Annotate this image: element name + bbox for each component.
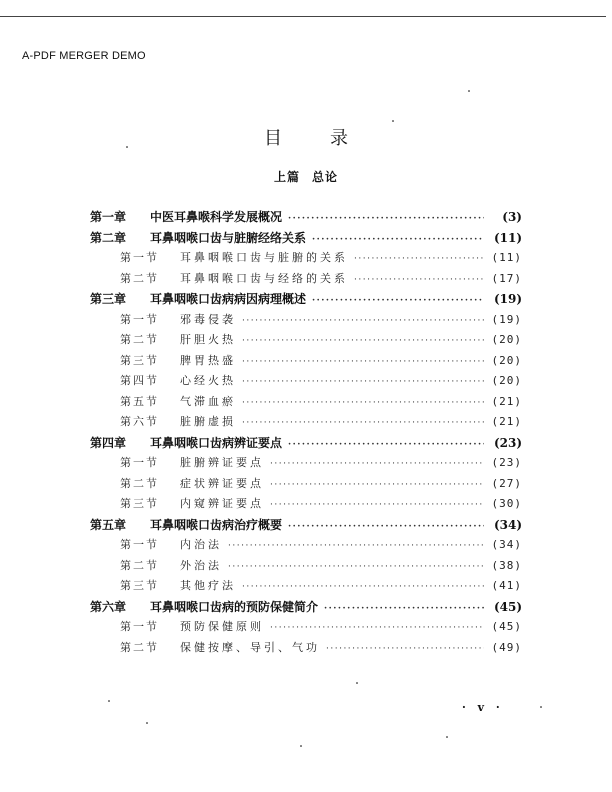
table-of-contents [90, 208, 522, 659]
toc-section-row [90, 270, 522, 291]
toc-chapter-row [90, 290, 522, 311]
dot-leader [228, 541, 484, 551]
dot-leader [354, 254, 484, 264]
page-title: 目录 [264, 128, 396, 149]
toc-section-row [90, 372, 522, 393]
page-number: (34) [493, 517, 522, 532]
chapter-title: 耳鼻咽喉口齿病的预防保健简介 [150, 599, 319, 614]
toc-chapter-row [90, 598, 522, 619]
section-number: 第二节 [120, 558, 159, 572]
page-number: (30) [491, 497, 522, 510]
section-number: 第五节 [120, 394, 159, 408]
watermark-text: A-PDF MERGER DEMO [22, 50, 146, 62]
page-number: (27) [491, 476, 522, 490]
section-number: 第四节 [120, 374, 159, 387]
page-number: (34) [491, 538, 522, 551]
section-number: 第二节 [120, 476, 159, 490]
toc-section-row [90, 311, 522, 332]
page-number: (21) [491, 415, 522, 428]
dot-leader [270, 459, 484, 469]
page-number: (17) [491, 271, 522, 285]
section-title: 肝胆火热 [180, 333, 236, 346]
chapter-title: 耳鼻咽喉口齿病病因病理概述 [150, 292, 307, 306]
dot-leader [242, 418, 484, 428]
page-number: (49) [491, 640, 522, 654]
dot-leader [324, 604, 484, 614]
toc-chapter-row [90, 434, 522, 455]
scan-speck [126, 146, 128, 148]
toc-section-row [90, 557, 522, 578]
dot-leader [242, 336, 484, 346]
dot-leader [312, 296, 484, 306]
dot-leader [228, 562, 484, 572]
top-rule [0, 16, 606, 17]
toc-section-row [90, 249, 522, 270]
dot-leader [288, 440, 484, 450]
dot-leader [242, 316, 484, 326]
chapter-number: 第四章 [90, 435, 127, 450]
section-title: 心经火热 [180, 374, 236, 387]
page-number: (20) [491, 333, 522, 346]
section-title: 耳鼻咽喉口齿与脏腑的关系 [180, 251, 348, 264]
section-number: 第一节 [120, 312, 159, 326]
section-title: 内治法 [180, 538, 222, 551]
toc-chapter-row [90, 229, 522, 250]
toc-section-row [90, 495, 522, 516]
dot-leader [242, 398, 484, 408]
section-title: 脾胃热盛 [180, 353, 236, 367]
dot-leader [270, 623, 484, 633]
chapter-title: 耳鼻咽喉口齿病治疗概要 [150, 517, 283, 532]
dot-leader [288, 214, 484, 224]
scan-speck [108, 700, 110, 702]
scan-speck [392, 120, 394, 122]
page-folio: · v · [462, 701, 504, 714]
page-number: (20) [491, 353, 522, 367]
toc-section-row [90, 639, 522, 660]
dot-leader [288, 522, 484, 532]
page-number: (45) [491, 620, 522, 633]
chapter-number: 第三章 [90, 292, 127, 306]
scan-speck [468, 90, 470, 92]
section-title: 耳鼻咽喉口齿与经络的关系 [180, 271, 348, 285]
page-number: (19) [493, 292, 522, 306]
section-title: 保健按摩、导引、气功 [180, 640, 320, 654]
chapter-title: 耳鼻咽喉口齿病辨证要点 [150, 435, 283, 450]
chapter-title: 耳鼻咽喉口齿与脏腑经络关系 [150, 230, 307, 245]
toc-chapter-row [90, 208, 522, 229]
section-number: 第二节 [120, 640, 159, 654]
toc-section-row [90, 475, 522, 496]
section-title: 脏腑虚损 [180, 415, 236, 428]
section-title: 其他疗法 [180, 579, 236, 592]
section-number: 第三节 [120, 579, 159, 592]
part-label: 上篇 [273, 170, 300, 184]
dot-leader [270, 500, 484, 510]
chapter-number: 第五章 [90, 517, 127, 532]
page-number: (11) [491, 251, 522, 264]
toc-section-row [90, 577, 522, 598]
toc-chapter-row [90, 516, 522, 537]
dot-leader [326, 644, 484, 654]
section-number: 第一节 [120, 620, 159, 633]
page-number: (19) [491, 312, 522, 326]
part-name: 总论 [312, 170, 339, 184]
section-number: 第一节 [120, 538, 159, 551]
chapter-title: 中医耳鼻喉科学发展概况 [150, 210, 283, 224]
toc-section-row [90, 618, 522, 639]
section-number: 第一节 [120, 456, 159, 469]
page-number: (21) [491, 394, 522, 408]
dot-leader [354, 275, 484, 285]
page-number: (11) [493, 230, 522, 245]
section-title: 气滞血瘀 [180, 394, 236, 408]
page-number: (41) [491, 579, 522, 592]
scan-speck [300, 745, 302, 747]
toc-section-row [90, 413, 522, 434]
page-number: (38) [491, 558, 522, 572]
toc-section-row [90, 331, 522, 352]
chapter-number: 第二章 [90, 230, 127, 245]
chapter-number: 第六章 [90, 599, 127, 614]
section-number: 第一节 [120, 251, 159, 264]
section-title: 邪毒侵袭 [180, 312, 236, 326]
scan-speck [356, 682, 358, 684]
toc-section-row [90, 393, 522, 414]
dot-leader [242, 377, 484, 387]
section-number: 第六节 [120, 415, 159, 428]
page-number: (23) [493, 435, 522, 450]
section-title: 内窥辨证要点 [180, 497, 264, 510]
page-number: (23) [491, 456, 522, 469]
section-number: 第二节 [120, 271, 159, 285]
page-number: (45) [493, 599, 522, 614]
section-number: 第三节 [120, 353, 159, 367]
chapter-number: 第一章 [90, 210, 127, 224]
scan-speck [446, 736, 448, 738]
section-title: 外治法 [180, 558, 222, 572]
scan-speck [146, 722, 148, 724]
section-number: 第三节 [120, 497, 159, 510]
page-number: (20) [491, 374, 522, 387]
section-title: 预防保健原则 [180, 620, 264, 633]
scan-speck [540, 706, 542, 708]
toc-section-row [90, 454, 522, 475]
part-heading [0, 168, 612, 185]
dot-leader [242, 357, 484, 367]
page-number: (3) [502, 210, 522, 224]
toc-section-row [90, 536, 522, 557]
section-number: 第二节 [120, 333, 159, 346]
dot-leader [270, 480, 484, 490]
dot-leader [312, 235, 484, 245]
section-title: 症状辨证要点 [180, 476, 264, 490]
toc-section-row [90, 352, 522, 373]
dot-leader [242, 582, 484, 592]
section-title: 脏腑辨证要点 [180, 456, 264, 469]
